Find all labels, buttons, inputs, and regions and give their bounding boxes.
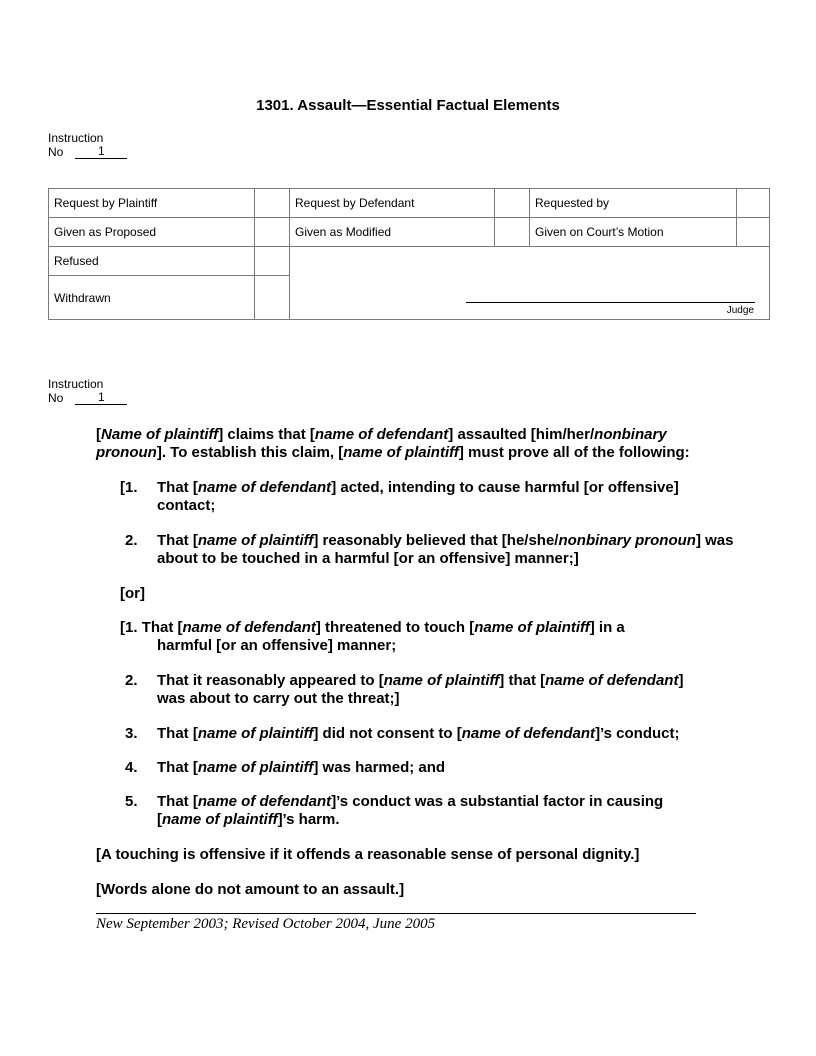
refused-label: Refused [49, 247, 255, 276]
no-label: No [48, 145, 64, 159]
revision-history: New September 2003; Revised October 2004, June 2005 [96, 916, 436, 932]
words-alone-note: [Words alone do not amount to an assault.] [96, 881, 405, 898]
offensive-touching-note: [A touching is offensive if it offends a reasonable sense of personal dignity.] [96, 846, 640, 863]
judge-label: Judge [726, 305, 754, 316]
footer-divider [96, 913, 696, 914]
request-by-plaintiff-checkbox[interactable] [255, 189, 290, 218]
given-as-modified-checkbox[interactable] [495, 218, 530, 247]
requested-by-checkbox[interactable] [737, 189, 770, 218]
or-separator: [or] [120, 585, 145, 602]
given-as-modified-label: Given as Modified [290, 218, 495, 247]
instruction-number: 1 [75, 145, 127, 159]
instruction-label: Instruction [48, 131, 104, 145]
instruction-number-block-body [48, 377, 127, 405]
no-label: No [48, 391, 64, 405]
withdrawn-label: Withdrawn [49, 276, 255, 320]
instruction-number: 1 [75, 391, 127, 405]
given-on-courts-motion-label: Given on Court’s Motion [530, 218, 737, 247]
instruction-label: Instruction [48, 377, 104, 391]
judge-signature-line [466, 302, 755, 303]
instruction-number-block-top [48, 131, 127, 159]
refused-checkbox[interactable] [255, 247, 290, 276]
given-on-courts-motion-checkbox[interactable] [737, 218, 770, 247]
given-as-proposed-label: Given as Proposed [49, 218, 255, 247]
request-by-defendant-checkbox[interactable] [495, 189, 530, 218]
request-table [48, 188, 770, 320]
judge-signature-area[interactable] [290, 247, 770, 320]
intro-paragraph: [Name of plaintiff] claims that [name of defendant] assaulted [him/her/nonbinary pronoun]. To establish this claim, [name of plaintiff] must prove all of the following: [96, 426, 690, 461]
page-title: 1301. Assault—Essential Factual Elements [256, 97, 560, 114]
given-as-proposed-checkbox[interactable] [255, 218, 290, 247]
request-by-defendant-label: Request by Defendant [290, 189, 495, 218]
requested-by-label: Requested by [530, 189, 737, 218]
request-by-plaintiff-label: Request by Plaintiff [49, 189, 255, 218]
withdrawn-checkbox[interactable] [255, 276, 290, 320]
